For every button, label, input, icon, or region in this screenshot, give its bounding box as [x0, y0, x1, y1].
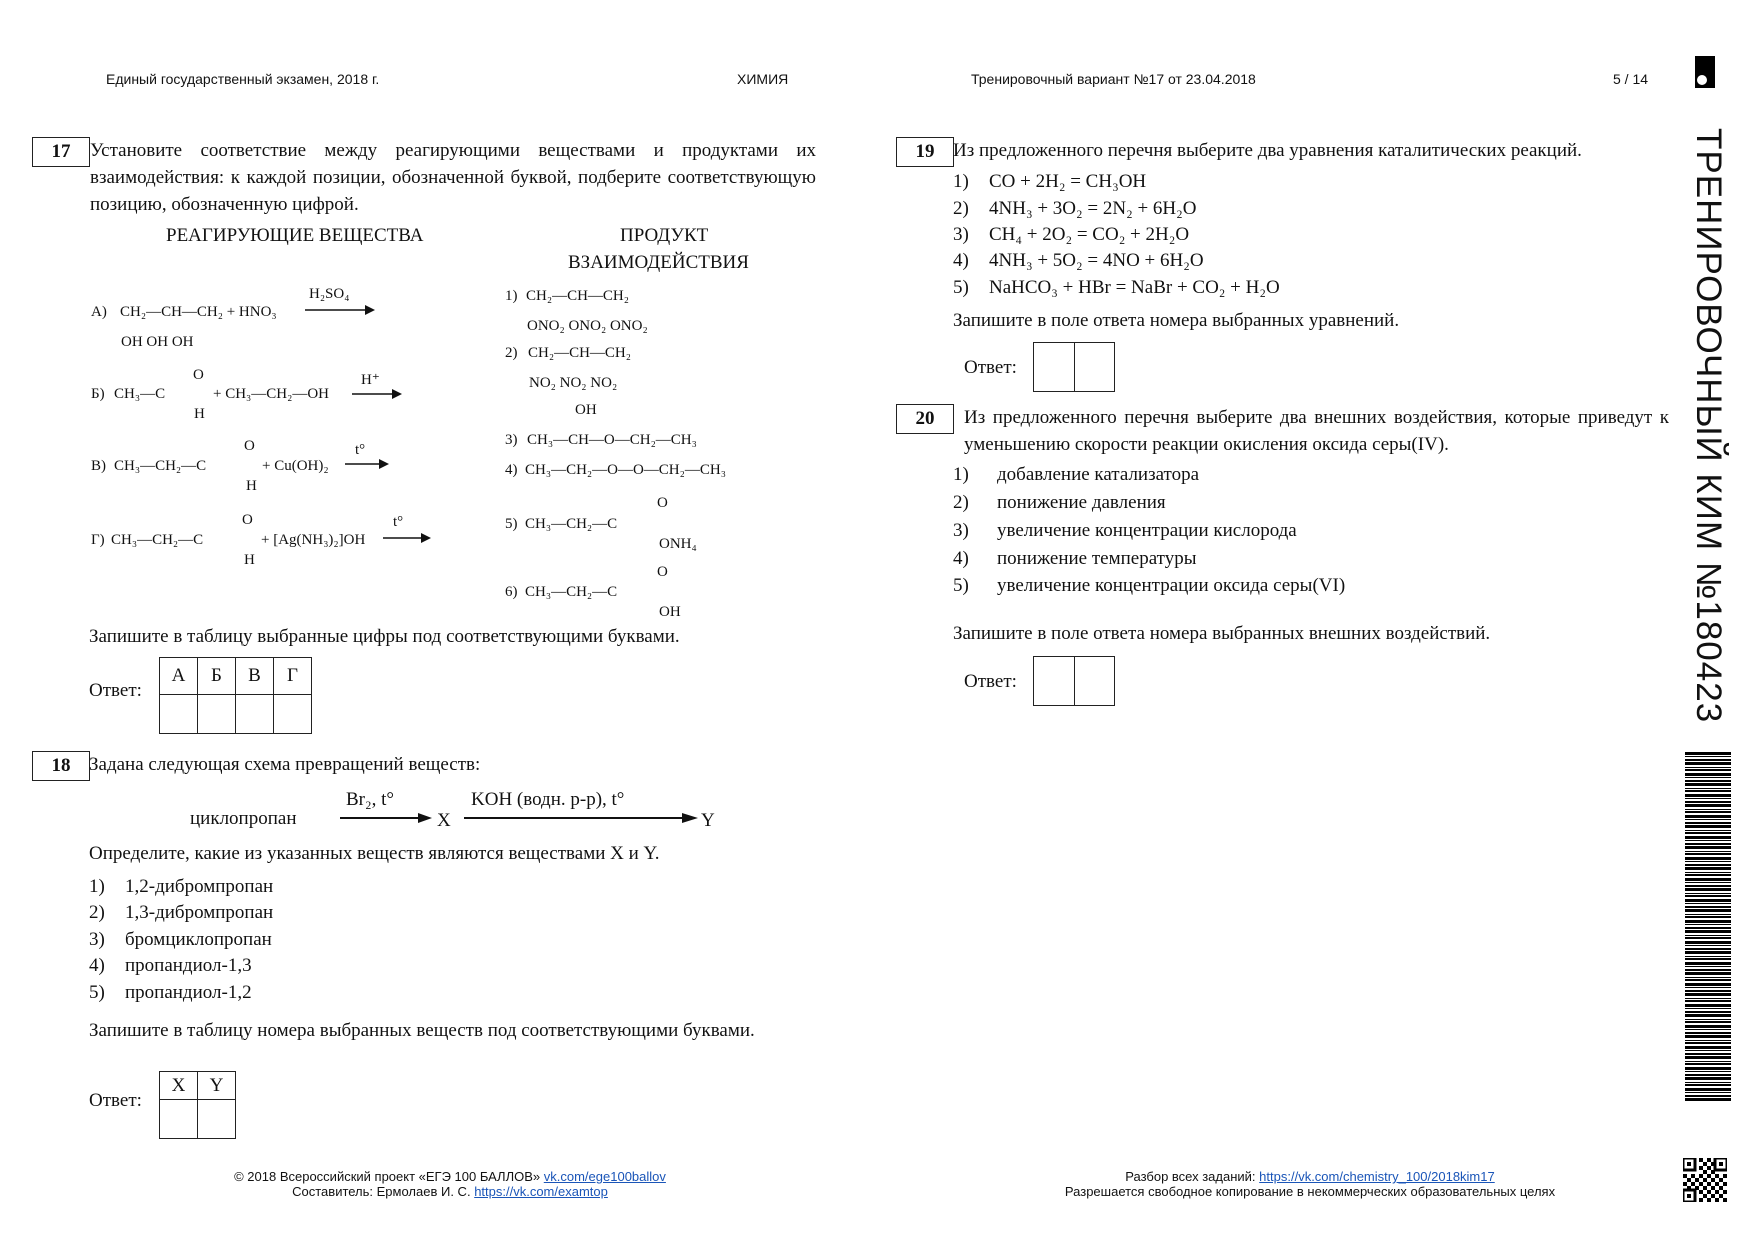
q18-option-4: 4) пропандиол-1,3 — [89, 955, 252, 976]
corner-mark — [1695, 56, 1715, 88]
q17-col-v: В — [236, 658, 274, 695]
q18-option-1: 1) 1,2-дибромпропан — [89, 876, 274, 897]
q18-answer-cell[interactable] — [160, 1100, 198, 1139]
q20-option-2: 2) понижение давления — [953, 492, 1166, 513]
footer-author: Составитель: Ермолаев И. С. — [292, 1184, 471, 1199]
header-exam-title: Единый государственный экзамен, 2018 г. — [106, 71, 380, 87]
q18-option-5: 5) пропандиол-1,2 — [89, 982, 252, 1003]
q17-col-a: А — [160, 658, 198, 695]
q17-answer-cell[interactable] — [236, 695, 274, 734]
q19-answer-box[interactable] — [1033, 342, 1115, 392]
q20-answer-box[interactable] — [1033, 656, 1115, 706]
q19-number: 19 — [896, 137, 954, 167]
q19-answer-label: Ответ: — [964, 357, 1017, 378]
footer-left — [140, 1169, 760, 1199]
barcode — [1685, 752, 1731, 1102]
q20-option-1: 1) добавление катализатора — [953, 464, 1200, 485]
q17-answer-label: Ответ: — [89, 680, 142, 701]
q20-text: Из предложенного перечня выберите два внешних воздействия, которые приведут к уменьшению скорости реакции окисления оксида серы(IV). — [964, 407, 1669, 455]
header-subject: ХИМИЯ — [737, 71, 789, 87]
q19-instruction: Запишите в поле ответа номера выбранных уравнений. — [953, 310, 1400, 331]
footer-right — [1000, 1169, 1620, 1199]
q18-answer-label: Ответ: — [89, 1090, 142, 1111]
q18-instruction: Запишите в таблицу номера выбранных веществ под соответствующими буквами. — [89, 1020, 755, 1041]
q17-answer-cell[interactable] — [274, 695, 312, 734]
q20-answer-label: Ответ: — [964, 671, 1017, 692]
q17-answer-table — [159, 657, 312, 734]
footer-link-ege100[interactable]: vk.com/ege100ballov — [543, 1169, 666, 1184]
q19-text: Из предложенного перечня выберите два уравнения каталитических реакций. — [953, 140, 1582, 161]
q18-question: Определите, какие из указанных веществ являются веществами X и Y. — [89, 843, 660, 864]
q18-option-3: 3) бромциклопропан — [89, 929, 272, 950]
footer-license: Разрешается свободное копирование в некоммерческих образовательных целях — [1064, 1184, 1556, 1199]
footer-link-review[interactable]: https://vk.com/chemistry_100/2018kim17 — [1259, 1169, 1495, 1184]
footer-review-label: Разбор всех заданий: — [1125, 1169, 1256, 1184]
q18-answer-cell[interactable] — [198, 1100, 236, 1139]
q20-option-3: 3) увеличение концентрации кислорода — [953, 520, 1297, 541]
qr-code — [1683, 1158, 1727, 1202]
q18-col-y: Y — [198, 1072, 236, 1100]
q18-number: 18 — [32, 751, 90, 781]
q20-number: 20 — [896, 404, 954, 434]
q17-col-g: Г — [274, 658, 312, 695]
q17-answer-cell[interactable] — [198, 695, 236, 734]
q18-answer-table — [159, 1071, 236, 1139]
q17-products-heading-2: ВЗАИМОДЕЙСТВИЯ — [568, 252, 749, 273]
q17-products-heading-1: ПРОДУКТ — [620, 225, 709, 246]
header-variant: Тренировочный вариант №17 от 23.04.2018 — [971, 71, 1256, 87]
q20-option-4: 4) понижение температуры — [953, 548, 1197, 569]
q19-option-3: 3) CH₄ + 2O₂ = CO₂ + 2H₂O — [953, 224, 1190, 245]
header-page-number: 5 / 14 — [1613, 71, 1649, 87]
q17-number: 17 — [32, 137, 90, 167]
q17-text: Установите соответствие между реагирующими веществами и продуктами их взаимодействия: к каждой позиции, обозначенной буквой, подберите соответствующую позицию, обозначенную цифрой. — [90, 140, 816, 215]
q20-option-5: 5) увеличение концентрации оксида серы(VI) — [953, 575, 1346, 596]
q18-option-2: 2) 1,3-дибромпропан — [89, 902, 274, 923]
q17-answer-cell[interactable] — [160, 695, 198, 734]
q19-option-2: 2) 4NH₃ + 3O₂ = 2N₂ + 6H₂O — [953, 198, 1197, 219]
q17-col-b: Б — [198, 658, 236, 695]
q17-instruction: Запишите в таблицу выбранные цифры под соответствующими буквами. — [89, 626, 680, 647]
footer-copyright: © 2018 Всероссийский проект «ЕГЭ 100 БАЛЛОВ» — [234, 1169, 541, 1184]
q19-option-5: 5) NaHCO₃ + HBr = NaBr + CO₂ + H₂O — [953, 277, 1280, 298]
q18-col-x: X — [160, 1072, 198, 1100]
q20-instruction: Запишите в поле ответа номера выбранных внешних воздействий. — [953, 623, 1491, 644]
q17-reactants-heading: РЕАГИРУЮЩИЕ ВЕЩЕСТВА — [166, 225, 424, 246]
q19-option-4: 4) 4NH₃ + 5O₂ = 4NO + 6H₂O — [953, 250, 1204, 271]
q18-text: Задана следующая схема превращений веществ: — [89, 754, 481, 775]
footer-link-examtop[interactable]: https://vk.com/examtop — [474, 1184, 608, 1199]
vertical-kim-title: ТРЕНИРОВОЧНЫЙ КИМ №180423 — [1689, 128, 1728, 724]
q19-option-1: 1) CO + 2H₂ = CH₃OH — [953, 171, 1147, 192]
